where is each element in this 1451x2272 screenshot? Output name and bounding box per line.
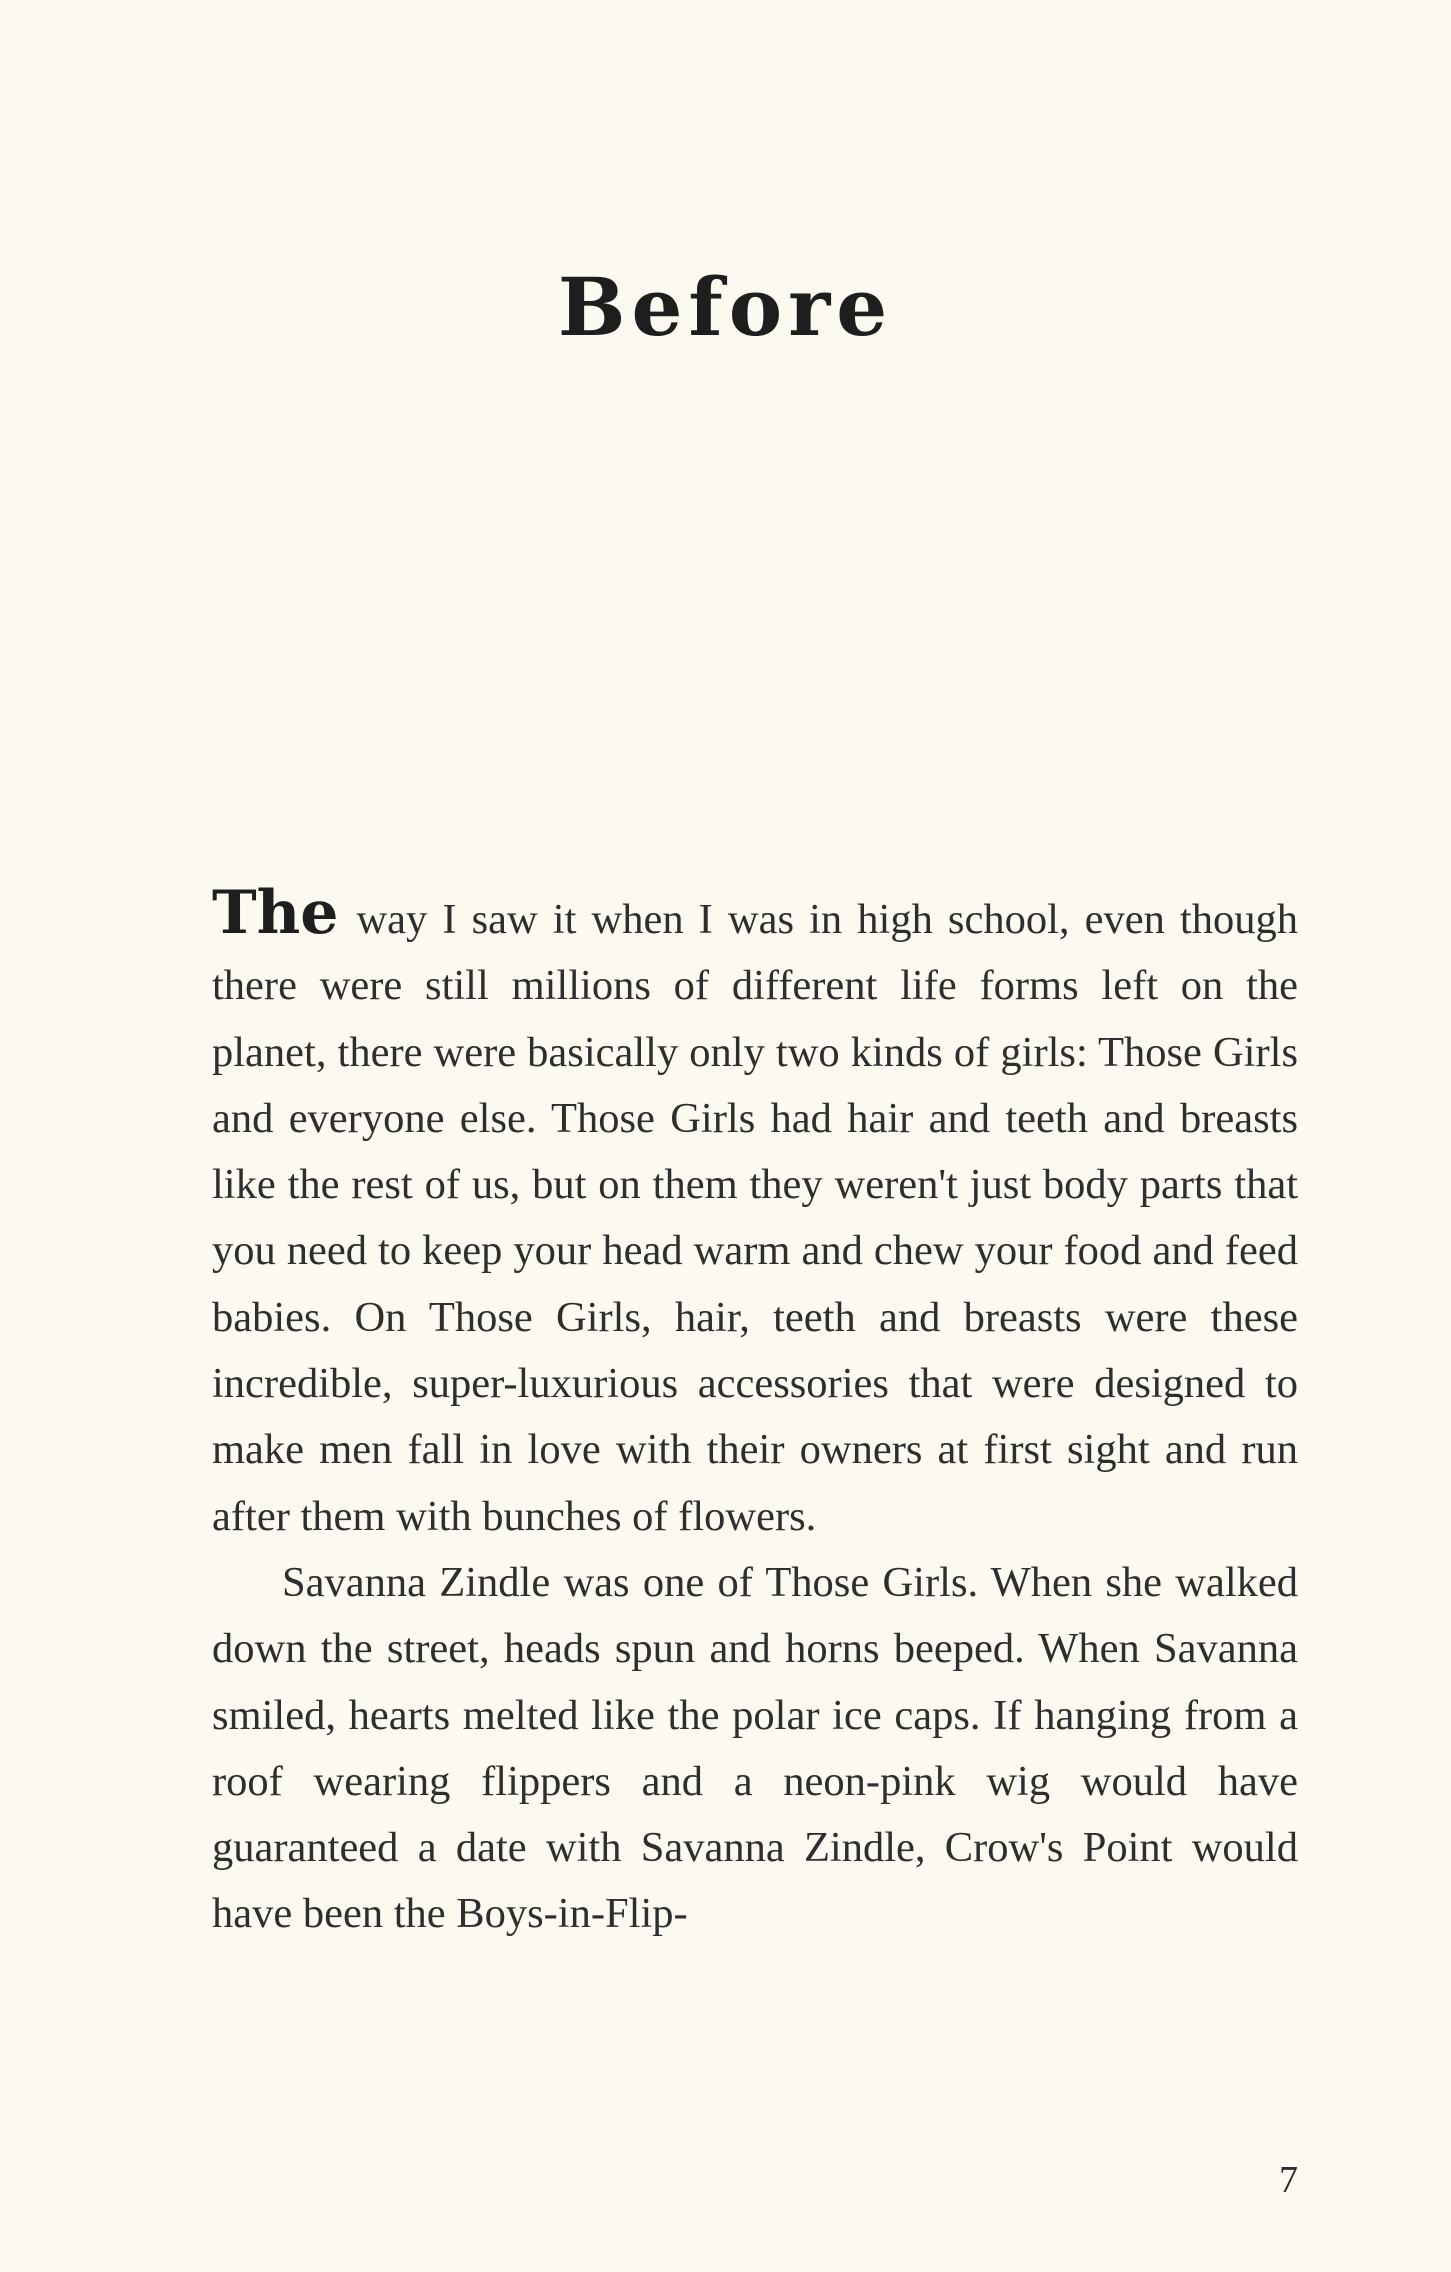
paragraph-1-text: way I saw it when I was in high school, even though there were still millions of different life forms left on the planet, there were basically only two kinds of girls: Those Girls and everyone else. Those Girls had hair and teeth and breasts like the rest of us, but on them they weren't just body parts that you need to keep your head warm and chew your food and feed babies. On Those Girls, hair, teeth and breasts were these incredible, super-luxurious accessories that were designed to make men fall in love with their owners at first sight and run after them with bunches of flowers.	[212, 896, 1298, 1540]
paragraph-2: Savanna Zindle was one of Those Girls. When she walked down the street, heads spun and horns beeped. When Savanna smiled, hearts melted like the polar ice caps. If hanging from a roof wearing flippers and a neon-pink wig would have guaranteed a date with Savanna Zindle, Crow's Point would have been the Boys-in-Flip-	[212, 1558, 1298, 1938]
body-text	[212, 880, 1298, 1948]
page-number: 7	[1279, 2159, 1298, 2201]
chapter-title: Before	[557, 260, 894, 354]
lead-word: The	[212, 878, 339, 948]
paragraph-1	[212, 880, 1298, 1550]
